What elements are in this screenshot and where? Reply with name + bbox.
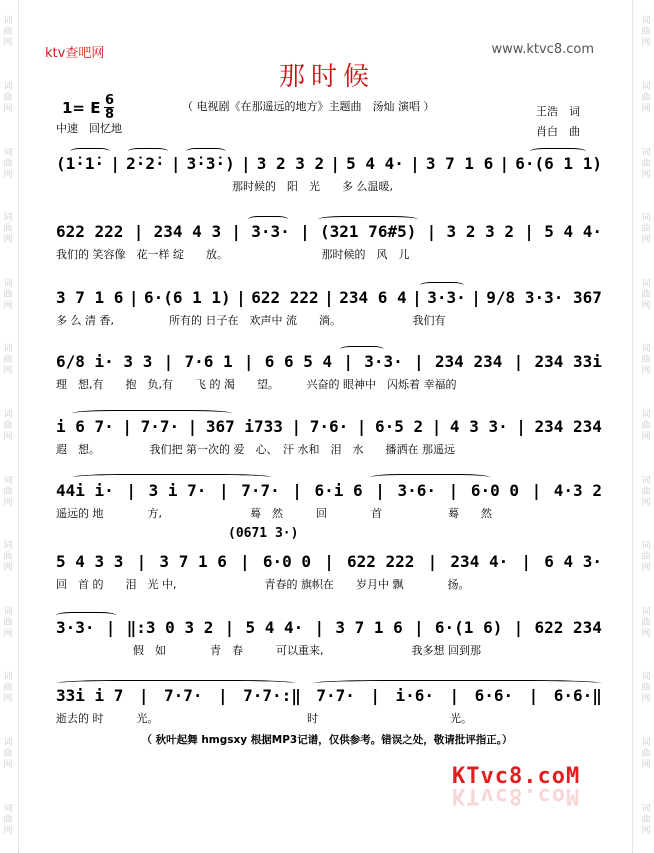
barline: |	[431, 417, 442, 436]
barline: |	[126, 481, 137, 500]
lyrics-line: 逝去的 时 光。 时 光。	[56, 712, 472, 725]
slur-mark	[248, 216, 288, 223]
measure: 2̇·2̇·	[126, 154, 165, 173]
barline: |	[136, 552, 147, 571]
barline: |	[414, 618, 424, 637]
interlude-notation: (0671 3·)	[228, 526, 299, 541]
song-subtitle: （ 电视剧《在那遥远的地方》主题曲 汤灿 演唱 ）	[182, 100, 435, 113]
barline: |	[524, 222, 534, 241]
watermark-text: 词 曲 网	[3, 147, 13, 180]
measure: 7·7·	[241, 481, 280, 500]
slur-mark	[72, 474, 272, 481]
barline: |	[410, 154, 420, 173]
watermark-text: 词 曲 网	[3, 409, 13, 442]
barline: |	[324, 552, 334, 571]
watermark-text: 词 曲 网	[3, 213, 13, 246]
measure: 622 222	[251, 288, 319, 307]
barline: |	[128, 288, 139, 307]
watermark-text: 词 曲 网	[641, 606, 651, 639]
barline: |	[528, 686, 539, 705]
measure: (321 76#5)	[320, 222, 417, 241]
score-row-5	[56, 417, 602, 455]
watermark-text: 词 曲 网	[641, 278, 651, 311]
credits	[536, 102, 580, 142]
score-row-6	[56, 481, 602, 519]
barline: |	[314, 618, 325, 637]
measure: 234 4·	[450, 552, 509, 571]
measure: 3·3·	[427, 288, 466, 307]
measure: 3·3·	[251, 222, 290, 241]
watermark-text: 词 曲 网	[3, 672, 13, 705]
measure: 6·6·‖	[553, 686, 602, 705]
lyricist-credit: 王浩 词	[536, 105, 580, 118]
score-row-4	[56, 352, 602, 390]
watermark-text: 词 曲 网	[3, 803, 13, 836]
barline: |	[412, 288, 422, 307]
slur-mark	[530, 148, 586, 155]
measure: 234 33i	[534, 352, 602, 371]
barline: |	[330, 154, 340, 173]
slur-mark	[312, 680, 602, 687]
watermark-text: 词 曲 网	[641, 213, 651, 246]
lyrics-line: 多 么 清 香, 所有的 日子在 欢声中 流 淌。 我们有	[56, 314, 446, 327]
tempo-marking: 中速 回忆地	[56, 122, 122, 135]
composer-credit: 肖白 曲	[536, 125, 580, 138]
barline: |	[218, 686, 228, 705]
measure: 234 234	[434, 352, 503, 371]
barline: |	[240, 552, 250, 571]
measure: 4 3 3·	[449, 417, 508, 436]
logo-text: KTvc8.coM	[452, 764, 581, 789]
lyrics-line: 我们的 笑容像 花一样 绽 放。 那时候的 风 儿	[56, 248, 410, 261]
measure: 7·7·:‖	[243, 686, 301, 705]
measure: i 6 7·	[56, 417, 114, 436]
barline: |	[426, 222, 437, 241]
measure: 5 4 4·	[544, 222, 602, 241]
measure: 3·3·	[56, 618, 95, 637]
barline: |	[343, 352, 354, 371]
lyrics-line: 遐 想。 我们把 第一次的 爱 心、 汗 水和 泪 水 播洒在 那遥远	[56, 443, 455, 456]
watermark-left-column	[0, 0, 16, 853]
lyrics-line: 遥远的 地 方, 蓦 然 回 首 蓦 然	[56, 507, 492, 520]
slur-mark	[318, 216, 418, 223]
barline: |	[513, 618, 524, 637]
measure: 622 222	[347, 552, 415, 571]
measure: 6·0 0	[470, 481, 519, 500]
measure: 44i i·	[56, 481, 114, 500]
notation-line	[56, 288, 602, 307]
barline: |	[471, 288, 481, 307]
measure: 6 4 3·	[544, 552, 602, 571]
watermark-text: 词 曲 网	[3, 344, 13, 377]
barline: |	[187, 417, 198, 436]
measure: 3 2 3 2	[446, 222, 514, 241]
watermark-text: 词 曲 网	[641, 738, 651, 770]
score-row-9	[56, 686, 602, 724]
barline: |	[516, 417, 526, 436]
barline: |	[499, 154, 510, 173]
barline: |	[375, 481, 385, 500]
barline: |	[240, 154, 251, 173]
barline: |	[370, 686, 381, 705]
score-row-2	[56, 222, 602, 260]
slur-mark	[370, 474, 490, 481]
watermark-text: 词 曲 网	[3, 16, 13, 49]
barline: |	[236, 288, 246, 307]
measure: 5 4 3 3	[56, 552, 124, 571]
barline: |	[356, 417, 367, 436]
measure: 4·3 2	[553, 481, 602, 500]
barline: |	[324, 288, 334, 307]
key-signature	[62, 94, 114, 121]
barline: |	[110, 154, 120, 173]
song-title: 那时候	[278, 62, 375, 92]
notation-line	[56, 552, 602, 571]
slur-mark	[56, 612, 116, 619]
measure: 3·3·	[364, 352, 403, 371]
measure: 6 6 5 4	[264, 352, 333, 371]
barline: |	[427, 552, 438, 571]
slur-mark	[128, 148, 168, 155]
site-logo[interactable]	[452, 764, 580, 808]
measure: 6/8 i· 3 3	[56, 352, 153, 371]
measure: 3 7 1 6	[335, 618, 403, 637]
meter-bottom: 8	[104, 107, 114, 122]
watermark-text: 词 曲 网	[3, 541, 13, 574]
barline: |	[531, 481, 542, 500]
score-row-8	[56, 618, 602, 656]
notation-line	[56, 618, 602, 637]
barline: |	[122, 417, 132, 436]
measure: (1̇·1̇·	[56, 154, 105, 173]
measure: 6·0 0	[262, 552, 312, 571]
watermark-text: 词 曲 网	[3, 606, 13, 639]
barline: |	[231, 222, 241, 241]
measure: 7·7·	[316, 686, 355, 705]
site-name-left[interactable]: ktv查吧网	[45, 46, 105, 61]
measure: 234 4 3	[153, 222, 222, 241]
watermark-text: 词 曲 网	[3, 81, 13, 114]
watermark-text: 词 曲 网	[641, 147, 651, 180]
barline: |	[414, 352, 424, 371]
watermark-text: 词 曲 网	[641, 81, 651, 114]
barline: |	[163, 352, 174, 371]
barline: |	[170, 154, 181, 173]
measure: 33i i 7	[56, 686, 124, 705]
watermark-text: 词 曲 网	[641, 344, 651, 377]
measure: 3 i 7·	[148, 481, 207, 500]
watermark-text: 词 曲 网	[641, 16, 651, 49]
logo-reflection: KTvc8.coM	[452, 783, 581, 808]
measure: 7·6·	[309, 417, 349, 436]
barline: |	[300, 222, 310, 241]
lyrics-line: 那时候的 阳 光 多 么温暖,	[56, 180, 393, 193]
watermark-text: 词 曲 网	[641, 541, 651, 574]
barline: |	[292, 481, 302, 500]
score-row-7	[56, 552, 602, 590]
measure: 367 i733	[205, 417, 283, 436]
measure: 6·i 6	[314, 481, 363, 500]
notation-line	[56, 154, 602, 173]
measure: 9/8 3·3· 367	[486, 288, 602, 307]
notation-line	[56, 352, 602, 371]
measure: 6·5 2	[374, 417, 424, 436]
watermark-text: 词 曲 网	[641, 475, 651, 508]
measure: 3·6·	[397, 481, 437, 500]
barline: |	[105, 618, 116, 637]
barline: |	[513, 352, 524, 371]
meter-top: 6	[104, 93, 114, 108]
barline: |	[133, 222, 144, 241]
measure: 234 234	[534, 417, 602, 436]
measure: 6·(6 1 1)	[143, 288, 231, 307]
lyrics-line: 回 首 的 泪 光 中, 青春的 旗帜在 岁月中 飘 扬。	[56, 578, 470, 591]
transcription-note: （ 秋叶起舞 hmgsxy 根据MP3记谱，仅供参考。错误之处，敬请批评指正。）	[141, 734, 513, 746]
slur-mark	[56, 680, 296, 687]
watermark-text: 词 曲 网	[641, 803, 651, 836]
measure: 3 2 3 2	[256, 154, 325, 173]
lyrics-line: 假 如 青 春 可以重来, 我多想 回到那	[56, 644, 481, 657]
site-url-right[interactable]: www.ktvc8.com	[491, 42, 594, 57]
notation-line	[56, 417, 602, 436]
watermark-right-column	[638, 0, 654, 853]
measure: 3 7 1 6	[56, 288, 124, 307]
watermark-text: 词 曲 网	[3, 278, 13, 311]
measure: 622 222	[56, 222, 124, 241]
time-signature	[104, 94, 114, 121]
barline: |	[218, 481, 229, 500]
barline: |	[521, 552, 532, 571]
measure: ‖:3 0 3 2	[126, 618, 214, 637]
measure: 6·(6 1 1)	[515, 154, 602, 173]
score-row-1	[56, 154, 602, 192]
margin-line-right	[632, 0, 633, 853]
slur-mark	[420, 282, 464, 289]
slur-mark	[186, 148, 226, 155]
barline: |	[138, 686, 149, 705]
measure: 5 4 4·	[346, 154, 404, 173]
barline: |	[291, 417, 302, 436]
barline: |	[224, 618, 235, 637]
measure: 234 6 4	[339, 288, 407, 307]
notation-line	[56, 481, 602, 500]
barline: |	[448, 481, 459, 500]
slur-mark	[72, 410, 232, 417]
watermark-text: 词 曲 网	[3, 738, 13, 770]
measure: 3 7 1 6	[159, 552, 227, 571]
lyrics-line: 理 想,有 抱 负,有 飞 的 渴 望。 兴奋的 眼神中 闪烁着 幸福的	[56, 378, 457, 391]
measure: 6·6·	[474, 686, 514, 705]
measure: 622 234	[534, 618, 602, 637]
watermark-text: 词 曲 网	[641, 672, 651, 705]
slur-mark	[340, 346, 384, 353]
measure: 7·7·	[140, 417, 180, 436]
notation-line	[56, 222, 602, 241]
key-label: 1= E	[62, 98, 101, 117]
measure: 3 7 1 6	[425, 154, 494, 173]
measure: i·6·	[395, 686, 435, 705]
notation-line	[56, 686, 602, 705]
measure: 5 4 4·	[245, 618, 304, 637]
margin-line-left	[18, 0, 19, 853]
score-row-3	[56, 288, 602, 326]
measure: 7·6 1	[184, 352, 233, 371]
measure: 7·7·	[164, 686, 203, 705]
measure: 3̇·3̇·)	[186, 154, 235, 173]
barline: |	[243, 352, 254, 371]
measure: 6·(1 6)	[434, 618, 503, 637]
slur-mark	[70, 148, 110, 155]
watermark-text: 词 曲 网	[641, 409, 651, 442]
barline: |	[449, 686, 460, 705]
watermark-text: 词 曲 网	[3, 475, 13, 508]
